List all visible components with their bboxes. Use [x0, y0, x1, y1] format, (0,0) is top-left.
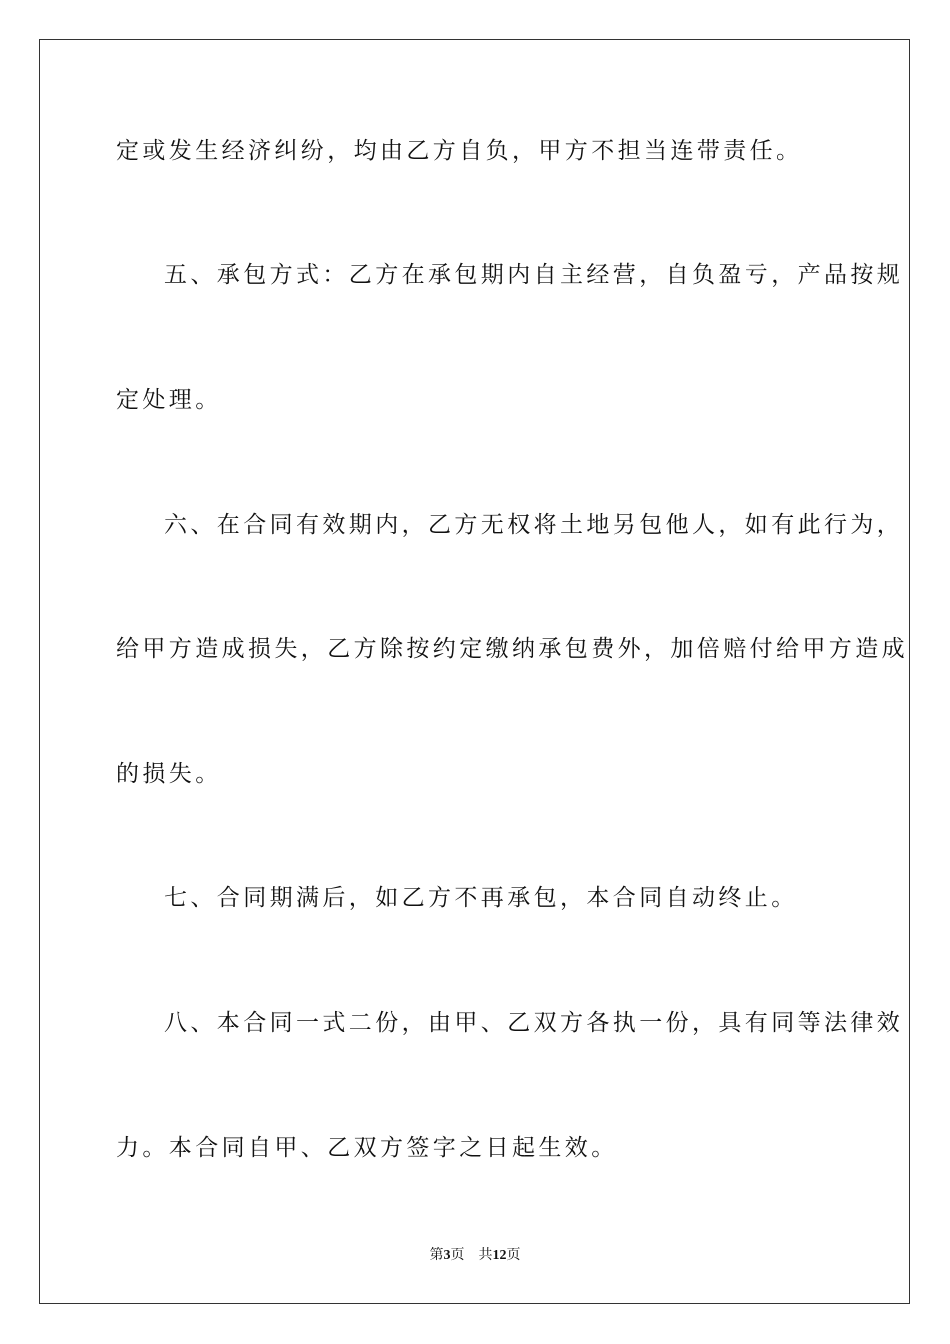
text-line-3: 定处理。	[116, 387, 222, 413]
text-line-7: 七、合同期满后，如乙方不再承包，本合同自动终止。	[164, 885, 798, 911]
total-suffix: 页	[506, 1248, 521, 1263]
page-suffix: 页	[450, 1248, 465, 1263]
text-line-4: 六、在合同有效期内，乙方无权将土地另包他人，如有此行为，	[164, 512, 904, 538]
total-pages: 12	[492, 1248, 507, 1263]
text-line-8: 八、本合同一式二份，由甲、乙双方各执一份，具有同等法律效	[164, 1010, 904, 1036]
text-line-6: 的损失。	[116, 761, 222, 787]
text-line-9: 力。本合同自甲、乙双方签字之日起生效。	[116, 1135, 618, 1161]
page-prefix: 第	[429, 1248, 444, 1263]
text-line-5: 给甲方造成损失，乙方除按约定缴纳承包费外，加倍赔付给甲方造成	[116, 636, 908, 662]
text-line-1: 定或发生经济纠纷，均由乙方自负，甲方不担当连带责任。	[116, 138, 803, 164]
page-footer	[0, 1246, 950, 1266]
total-prefix: 共	[478, 1248, 493, 1263]
text-line-2: 五、承包方式：乙方在承包期内自主经营，自负盈亏，产品按规	[164, 262, 904, 288]
page-number: 3	[443, 1248, 451, 1263]
page-border	[39, 39, 910, 1304]
